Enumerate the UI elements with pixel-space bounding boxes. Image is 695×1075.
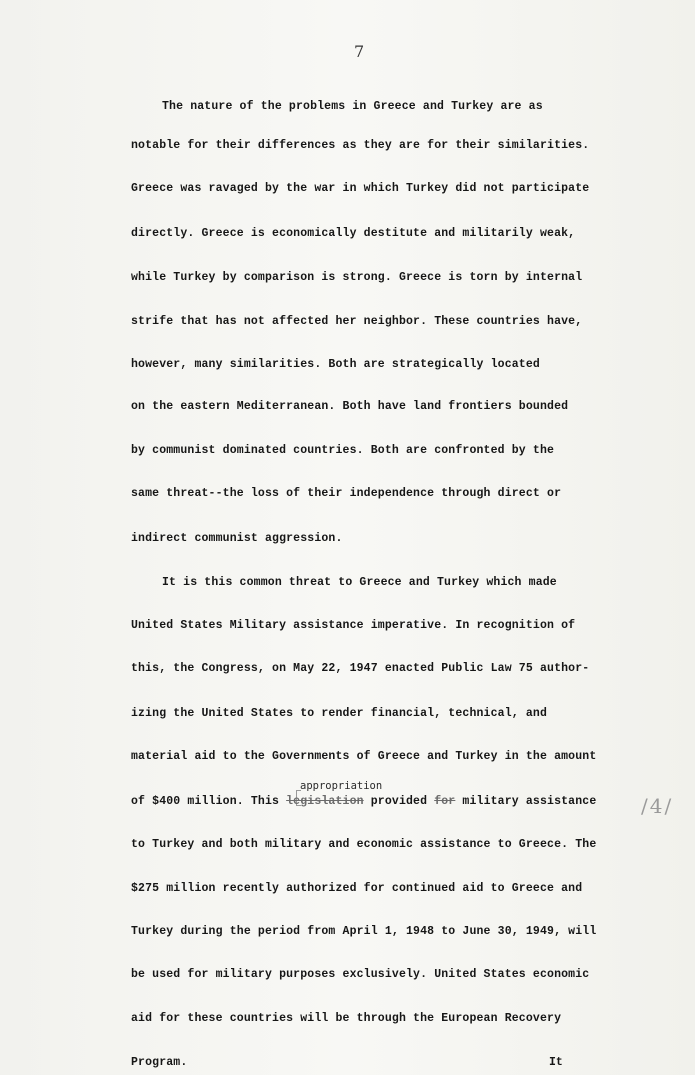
inserted-correction: appropriation — [300, 780, 383, 792]
text-line: while Turkey by comparison is strong. Greece is torn by internal — [131, 271, 583, 284]
text-line: Program. — [131, 1056, 188, 1069]
text-segment: provided — [363, 795, 435, 808]
text-line: by communist dominated countries. Both are confronted by the — [131, 444, 555, 457]
text-segment: of $400 million. This — [131, 795, 287, 808]
text-line: material aid to the Governments of Greece and Turkey in the amount — [131, 750, 597, 763]
text-line: United States Military assistance imperative. In recognition of — [131, 619, 576, 632]
text-line: this, the Congress, on May 22, 1947 enacted Public Law 75 author- — [131, 662, 590, 675]
text-line: same threat--the loss of their independence through direct or — [131, 487, 562, 500]
text-line: however, many similarities. Both are strategically located — [131, 358, 540, 371]
struck-word: legislation — [286, 795, 364, 808]
margin-annotation: /4/ — [641, 794, 674, 818]
text-line: izing the United States to render financial, technical, and — [131, 707, 548, 720]
page-number: 7 — [354, 42, 365, 61]
text-line: on the eastern Mediterranean. Both have land frontiers bounded — [131, 400, 569, 413]
text-line: Greece was ravaged by the war in which Turkey did not participate — [131, 182, 590, 195]
text-line: $275 million recently authorized for continued aid to Greece and — [131, 882, 583, 895]
text-line: notable for their differences as they are for their similarities. — [131, 139, 590, 152]
text-line: aid for these countries will be through the European Recovery — [131, 1012, 562, 1025]
continuation-word: It — [549, 1056, 563, 1069]
amended-line — [131, 795, 596, 809]
text-line: to Turkey and both military and economic assistance to Greece. The — [131, 838, 597, 851]
text-line: be used for military purposes exclusively. United States economic — [131, 968, 590, 981]
text-segment: military assistance — [455, 795, 597, 808]
text-line: strife that has not affected her neighbor. These countries have, — [131, 315, 583, 328]
text-line: Turkey during the period from April 1, 1948 to June 30, 1949, will — [131, 925, 597, 938]
struck-word: for — [434, 795, 456, 808]
text-line: indirect communist aggression. — [131, 532, 343, 545]
text-line: It is this common threat to Greece and Turkey which made — [162, 576, 557, 589]
text-line: The nature of the problems in Greece and Turkey are as — [162, 100, 543, 113]
text-line: directly. Greece is economically destitute and militarily weak, — [131, 227, 576, 240]
